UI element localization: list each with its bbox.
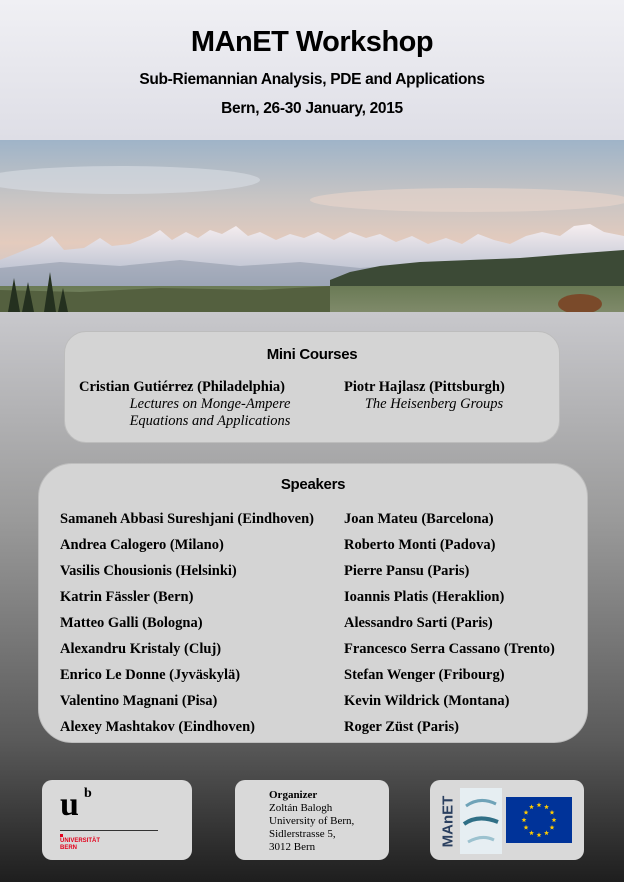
speaker-item: Roberto Monti (Padova) [344, 537, 496, 553]
speaker-item: Joan Mateu (Barcelona) [344, 511, 494, 527]
mini-courses-box [64, 331, 560, 443]
unibe-line: UNIVERSITÄT [60, 838, 101, 844]
speaker-item: Matteo Galli (Bologna) [60, 615, 203, 631]
manet-eu-logo-box [430, 780, 584, 860]
manet-graphic-icon [460, 788, 502, 854]
organizer-heading: Organizer [269, 789, 318, 801]
header [0, 0, 624, 140]
speaker-item: Stefan Wenger (Fribourg) [344, 667, 505, 683]
unibe-wordmark [60, 838, 100, 852]
course-title-line: The Heisenberg Groups [364, 396, 504, 412]
event-dates: Bern, 26-30 January, 2015 [221, 100, 403, 117]
unibe-line: BERN [60, 845, 78, 851]
organizer-line: Zoltán Balogh [269, 802, 333, 814]
speaker-item: Pierre Pansu (Paris) [344, 563, 470, 579]
divider [60, 830, 158, 831]
organizer-line: Sidlerstrasse 5, [269, 828, 336, 840]
manet-logo [440, 788, 456, 854]
eu-flag-icon [506, 797, 572, 843]
page-title: MAnET Workshop [190, 26, 434, 58]
speaker-item: Francesco Serra Cassano (Trento) [344, 641, 555, 657]
speaker-item: Kevin Wildrick (Montana) [344, 693, 510, 709]
mini-courses-heading: Mini Courses [266, 346, 358, 363]
organizer-box [235, 780, 389, 860]
speaker-item: Valentino Magnani (Pisa) [60, 693, 218, 709]
red-dot-icon [60, 834, 63, 837]
speaker-item: Enrico Le Donne (Jyväskylä) [60, 667, 241, 683]
speaker-item: Ioannis Platis (Heraklion) [344, 589, 505, 605]
speaker-item: Katrin Fässler (Bern) [60, 589, 194, 605]
course-title [344, 396, 524, 413]
alps-panorama-image [0, 140, 624, 312]
course-title [105, 396, 315, 430]
organizer-line: University of Bern, [269, 815, 355, 827]
speakers-heading: Speakers [280, 476, 346, 493]
speaker-item: Alessandro Sarti (Paris) [344, 615, 493, 631]
university-of-bern-logo [42, 780, 192, 860]
speaker-item: Samaneh Abbasi Sureshjani (Eindhoven) [60, 511, 314, 527]
organizer-line: 3012 Bern [269, 841, 316, 853]
course-lecturer: Cristian Gutiérrez (Philadelphia) [79, 379, 285, 395]
course-title-line: Lectures on Monge-Ampere [129, 396, 291, 412]
speaker-item: Alexandru Kristaly (Cluj) [60, 641, 222, 657]
manet-logo-text: MAnET [439, 795, 457, 848]
course-title-line: Equations and Applications [129, 413, 291, 429]
speaker-item: Roger Züst (Paris) [344, 719, 459, 735]
speakers-box [38, 463, 588, 743]
unibe-mark: u [60, 786, 79, 823]
unibe-sup: b [84, 786, 92, 801]
speaker-item: Vasilis Chousionis (Helsinki) [60, 563, 237, 579]
course-lecturer: Piotr Hajlasz (Pittsburgh) [344, 379, 505, 395]
subtitle: Sub-Riemannian Analysis, PDE and Applications [139, 71, 485, 88]
speaker-item: Alexey Mashtakov (Eindhoven) [60, 719, 255, 735]
speaker-item: Andrea Calogero (Milano) [60, 537, 224, 553]
